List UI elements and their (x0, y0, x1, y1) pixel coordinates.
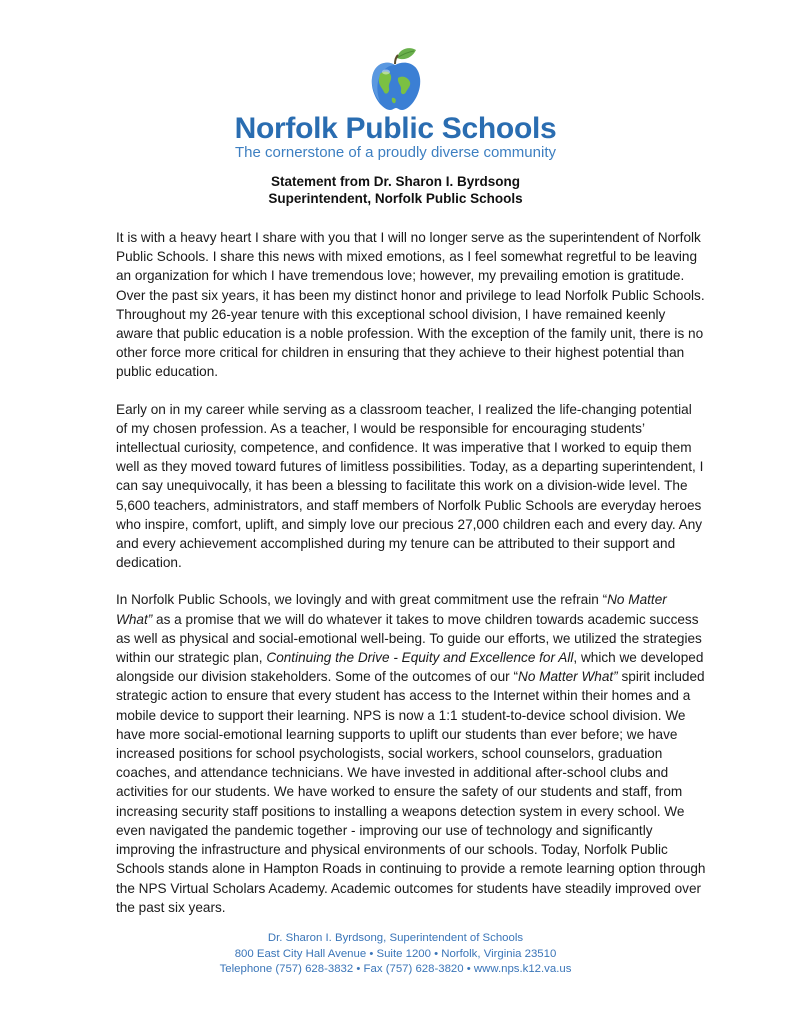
paragraph-2: Early on in my career while serving as a classroom teacher, I realized the life-changing potential of my chosen profession. As a teacher, I would be responsible for encouraging students’ intellectual curiosity, competence, and confidence. It was imperative that I worked to equip them well as they moved toward futures of limitless possibilities. Today, as a departing superintendent, I can say unequivocally, it has been a blessing to facilitate this work on a division-wide level. The 5,600 teachers, administrators, and staff members of Norfolk Public Schools are everyday heroes who inspire, comfort, uplift, and simply love our precious 27,000 children each and every day. Any and every achievement accomplished during my tenure can be attributed to their support and dedication. (116, 401, 704, 571)
organization-tagline: The cornerstone of a proudly diverse community (235, 144, 556, 161)
refrain-emphasis-2: No Matter What” (518, 669, 618, 685)
paragraph-3-part-g: spirit included strategic action to ensure that every student has access to the Internet within their homes and a mobile device to support their learning. NPS is now a 1:1 student-to-device school division. We have more social-emotional learning supports to uplift our students than ever before; we have increased positions for school psychologists, social workers, school counselors, graduation coaches, and attendance technicians. We have invested in additional after-school clubs and activities for our students. We have worked to ensure the safety of our students and staff, from increasing security staff positions to installing a weapons detection system in every school. We even navigated the pandemic together - improving our use of technology and significantly improving the infrastructure and physical environments of our schools. Today, Norfolk Public Schools stands alone in Hampton Roads in continuing to provide a remote learning option through the NPS Virtual Scholars Academy. Academic outcomes for students have steadily improved over the past six years. (116, 669, 706, 915)
letterhead-logo (0, 44, 791, 114)
paragraph-3-part-e: , which we developed alongside our division stakeholders. Some of the outcomes of our “ (116, 650, 704, 685)
heading-line-2: Superintendent, Norfolk Public Schools (268, 191, 523, 206)
apple-globe-logo-icon (366, 44, 426, 114)
footer-address-line: 800 East City Hall Avenue • Suite 1200 • Norfolk, Virginia 23510 (234, 947, 557, 960)
organization-name: Norfolk Public Schools (234, 112, 557, 145)
letterhead-footer (0, 931, 791, 978)
refrain-emphasis: No Matter What” (116, 592, 667, 627)
paragraph-3 (116, 590, 706, 916)
paragraph-1: It is with a heavy heart I share with you that I will no longer serve as the superintendent of Norfolk Public Schools. I share this news with mixed emotions, as I feel somewhat regretful to be leaving an organization for which I have tremendous love; however, my prevailing emotion is gratitude. Over the past six years, it has been my distinct honor and privilege to lead Norfolk Public Schools. Throughout my 26-year tenure with this exceptional school division, I have remained keenly aware that public education is a noble profession. With the exception of the family unit, there is no other force more critical for children in ensuring that they achieve to their highest potential than public education. (116, 230, 705, 380)
statement-heading (0, 173, 791, 207)
footer-name-line: Dr. Sharon I. Byrdsong, Superintendent of Schools (267, 932, 524, 944)
paragraph-3-part-a: In Norfolk Public Schools, we lovingly and with great commitment use the refrain “ (116, 592, 608, 608)
paragraph-3-part-c: as a promise that we will do whatever it takes to move children towards academic success as well as physical and social-emotional well-being. To guide our efforts, we utilized the strategies within our strategic plan, (116, 611, 702, 666)
strategic-plan-title: Continuing the Drive - Equity and Excellence for All (266, 650, 574, 666)
statement-body (116, 228, 706, 935)
footer-contact-line: Telephone (757) 628-3832 • Fax (757) 628-3820 • www.nps.k12.va.us (219, 963, 572, 975)
heading-line-1: Statement from Dr. Sharon I. Byrdsong (270, 174, 521, 189)
